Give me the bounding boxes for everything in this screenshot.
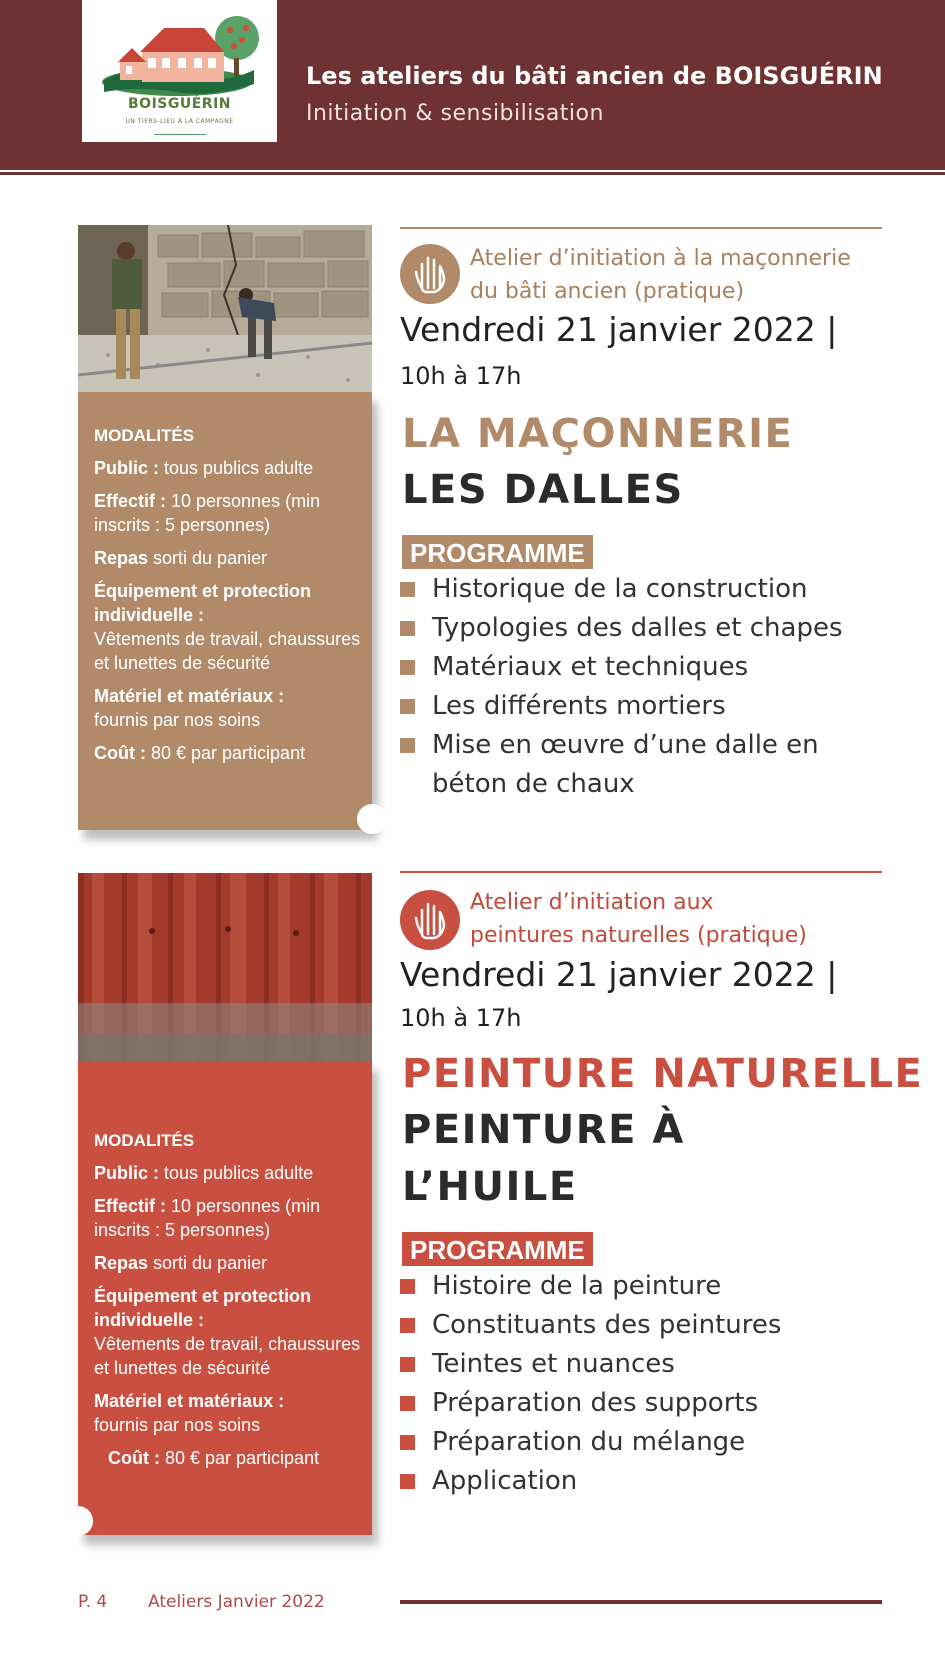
workshop-date: Vendredi 21 janvier 2022 | <box>400 310 838 349</box>
effectif-line: Effectif : 10 personnes (min inscrits : 5 personnes) <box>94 491 321 535</box>
paint-photo <box>78 873 372 1061</box>
card-notch <box>357 804 387 834</box>
list-item: Application <box>400 1462 781 1501</box>
workshop-title-line-1: PEINTURE À <box>402 1107 685 1153</box>
bullet-square-icon <box>400 1396 415 1411</box>
logo-tagline: UN TIERS-LIEU À LA CAMPAGNE <box>125 118 234 125</box>
workshop-type: Atelier d’initiation à la maçonnerie du bâti ancien (pratique) <box>470 246 851 304</box>
list-item-continuation: béton de chaux <box>432 769 635 799</box>
public-line: Public : tous publics adulte <box>94 458 314 478</box>
list-item: Typologies des dalles et chapes <box>400 609 843 648</box>
modalites-card <box>78 392 372 830</box>
list-item: Historique de la construction <box>400 570 843 609</box>
header-divider <box>0 172 945 175</box>
page-header <box>0 0 945 170</box>
hand-icon <box>400 890 460 950</box>
footer-text: Ateliers Janvier 2022 <box>148 1592 325 1612</box>
masonry-photo <box>78 225 372 392</box>
modalites-card <box>78 1061 372 1535</box>
program-list <box>400 570 843 804</box>
workshop-category: PEINTURE NATURELLE <box>402 1051 924 1097</box>
list-item: Matériaux et techniques <box>400 648 843 687</box>
modalites-content <box>94 1129 362 1479</box>
bullet-square-icon <box>400 1474 415 1489</box>
equipement-line: Équipement et protection individuelle : Vêtements de travail, chaussures et lunettes de sécurité <box>94 581 361 673</box>
materiel-line: Matériel et matériaux : fournis par nos soins <box>94 686 285 730</box>
list-item: Histoire de la peinture <box>400 1267 781 1306</box>
list-item: Préparation des supports <box>400 1384 781 1423</box>
section-rule <box>400 227 882 229</box>
section-rule <box>400 871 882 873</box>
header-title: Les ateliers du bâti ancien de BOISGUÉRIN <box>306 62 883 90</box>
bullet-square-icon <box>400 1357 415 1372</box>
cout-line: Coût : 80 € par participant <box>108 1448 320 1468</box>
modalites-heading: MODALITÉS <box>94 1131 195 1150</box>
program-list <box>400 1267 781 1501</box>
repas-line: Repas sorti du panier <box>94 1253 268 1273</box>
equipement-line: Équipement et protection individuelle : Vêtements de travail, chaussures et lunettes de sécurité <box>94 1286 361 1378</box>
list-item: Les différents mortiers <box>400 687 843 726</box>
workshop-date: Vendredi 21 janvier 2022 | <box>400 955 838 994</box>
cout-line: Coût : 80 € par participant <box>94 743 306 763</box>
logo-name: BOISGUÉRIN <box>128 96 231 112</box>
bullet-square-icon <box>400 1279 415 1294</box>
workshop-time: 10h à 17h <box>400 362 522 390</box>
modalites-heading: MODALITÉS <box>94 426 195 445</box>
program-label: PROGRAMME <box>402 535 593 569</box>
list-item: Teintes et nuances <box>400 1345 781 1384</box>
workshop-title: LES DALLES <box>402 467 684 513</box>
list-item: Mise en œuvre d’une dalle en <box>400 726 843 765</box>
hand-icon <box>400 244 460 304</box>
card-notch <box>63 1506 93 1536</box>
repas-line: Repas sorti du panier <box>94 548 268 568</box>
effectif-line: Effectif : 10 personnes (min inscrits : 5 personnes) <box>94 1196 321 1240</box>
workshop-title-line-2: L’HUILE <box>402 1164 578 1210</box>
list-item: Constituants des peintures <box>400 1306 781 1345</box>
footer-rule <box>400 1600 882 1604</box>
bullet-square-icon <box>400 660 415 675</box>
modalites-content <box>94 424 362 774</box>
workshop-category: LA MAÇONNERIE <box>402 411 794 457</box>
bullet-square-icon <box>400 582 415 597</box>
list-item: Préparation du mélange <box>400 1423 781 1462</box>
bullet-square-icon <box>400 738 415 753</box>
boisguerin-logo <box>82 0 277 142</box>
page-number: P. 4 <box>78 1592 108 1612</box>
header-subtitle: Initiation & sensibilisation <box>306 101 604 126</box>
bullet-square-icon <box>400 1318 415 1333</box>
materiel-line: Matériel et matériaux : fournis par nos soins <box>94 1391 285 1435</box>
program-label: PROGRAMME <box>402 1232 593 1266</box>
bullet-square-icon <box>400 1435 415 1450</box>
workshop-type: Atelier d’initiation aux peintures naturelles (pratique) <box>470 890 807 948</box>
workshop-time: 10h à 17h <box>400 1004 522 1032</box>
logo-rule <box>154 134 206 135</box>
bullet-square-icon <box>400 699 415 714</box>
public-line: Public : tous publics adulte <box>94 1163 314 1183</box>
bullet-square-icon <box>400 621 415 636</box>
